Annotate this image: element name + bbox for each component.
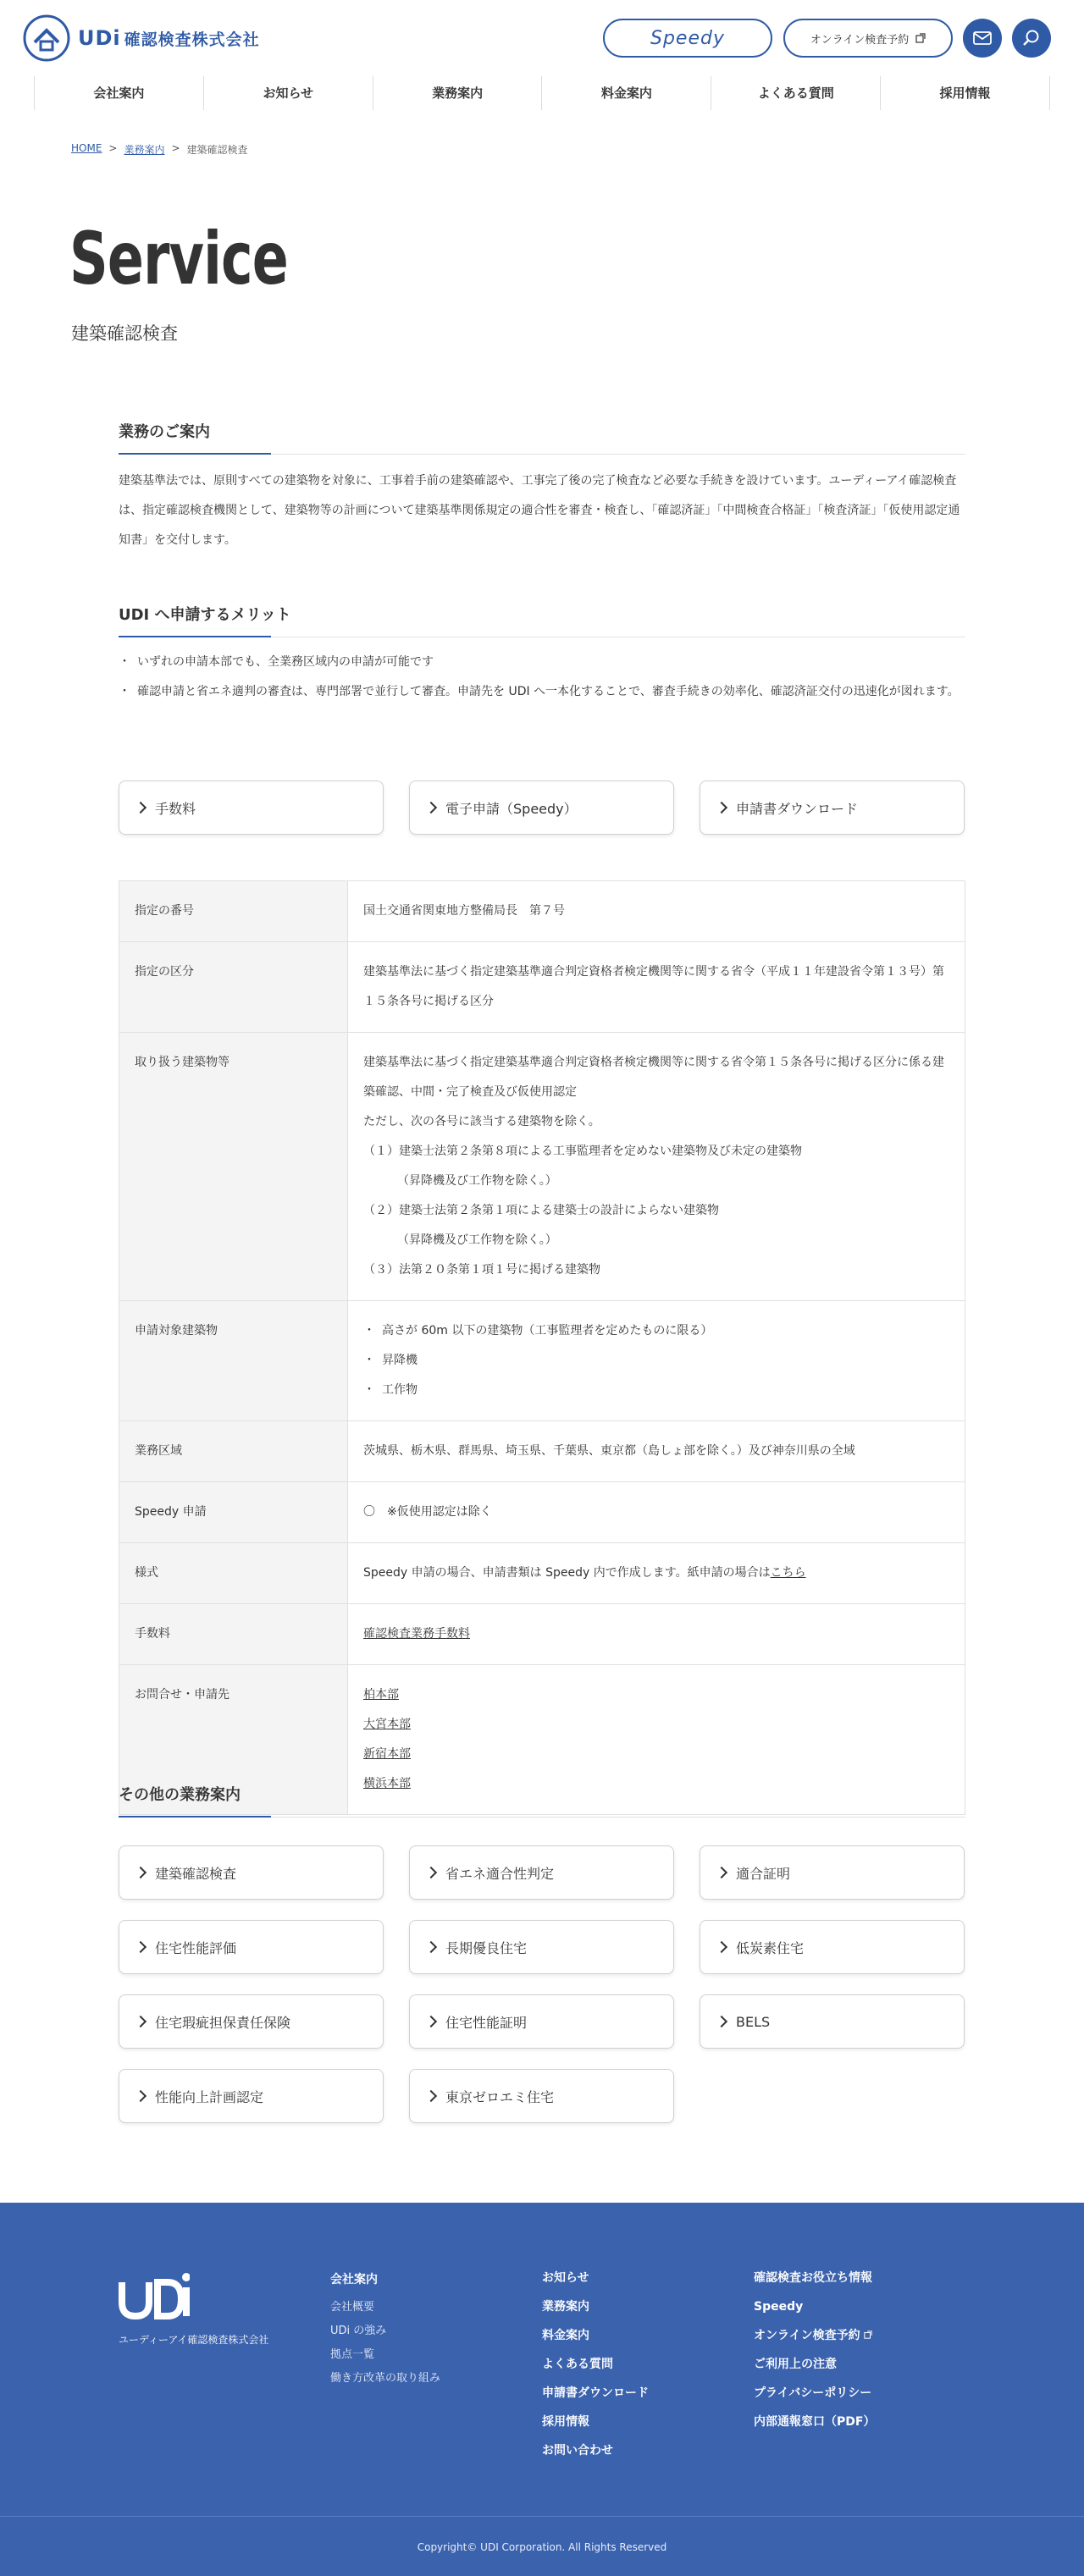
other-service-label: 適合証明	[736, 1865, 791, 1882]
other-service-button[interactable]	[700, 1994, 965, 2049]
table-header-cell: 手数料	[119, 1604, 348, 1665]
chevron-right-icon	[425, 1867, 437, 1878]
other-service-label: 東京ゼロエミ住宅	[445, 2088, 555, 2105]
chevron-right-icon	[425, 802, 437, 814]
office-link-yokohama[interactable]: 横浜本部	[363, 1777, 411, 1790]
fee-link[interactable]: 確認検査業務手数料	[363, 1627, 470, 1641]
page-subtitle: 建築確認検査	[71, 323, 178, 344]
list-item: ・ 高さが 60m 以下の建築物（工事監理者を定めたものに限る）	[363, 1316, 949, 1346]
other-service-label: 住宅瑕疵担保責任保険	[155, 2014, 291, 2031]
nav-item-company[interactable]: 会社案内	[34, 76, 203, 110]
cell-line: （昇降機及び工作物を除く。）	[397, 1233, 557, 1247]
footer-logo[interactable]	[119, 2270, 190, 2323]
footer-link[interactable]: よくある質問	[542, 2358, 613, 2371]
footer-column-info	[754, 2264, 875, 2436]
footer-link[interactable]: 働き方改革の取り組み	[330, 2372, 441, 2385]
footer-link[interactable]: プライバシーポリシー	[754, 2386, 872, 2400]
paper-form-link[interactable]: こちら	[770, 1566, 806, 1580]
table-row	[119, 1033, 965, 1301]
breadcrumb	[71, 142, 248, 157]
site-header	[0, 0, 1084, 76]
site-logo[interactable]	[22, 14, 260, 63]
nav-item-faq[interactable]: よくある質問	[711, 76, 880, 110]
external-link-icon	[864, 2331, 872, 2339]
footer-column-company	[330, 2270, 440, 2391]
info-table-wrap	[119, 880, 965, 1815]
chevron-right-icon	[716, 1867, 727, 1878]
footer-link[interactable]: 会社概要	[330, 2301, 375, 2314]
search-icon	[1022, 29, 1041, 47]
breadcrumb-separator: >	[171, 142, 180, 154]
breadcrumb-services[interactable]: 業務案内	[124, 144, 165, 156]
table-cell: 建築基準法に基づく指定建築基準適合判定資格者検定機関等に関する省令（平成１１年建設省令第１３号）第１５条各号に掲げる区分	[348, 942, 965, 1033]
other-service-label: 省エネ適合性判定	[445, 1865, 555, 1882]
footer-column-main	[542, 2264, 649, 2465]
footer-link[interactable]: 業務案内	[542, 2300, 589, 2314]
table-row	[119, 1543, 965, 1604]
speedy-label: Speedy	[650, 27, 725, 49]
footer-link[interactable]: UDi の強み	[330, 2325, 387, 2337]
nav-item-fees[interactable]: 料金案内	[541, 76, 711, 110]
table-row	[119, 881, 965, 942]
list-item: ・ 昇降機	[363, 1346, 949, 1376]
footer-link[interactable]: ご利用上の注意	[754, 2358, 837, 2371]
table-cell	[348, 1543, 965, 1604]
page-title: Service	[69, 217, 289, 301]
chevron-right-icon	[425, 2090, 437, 2102]
table-row	[119, 942, 965, 1033]
chevron-right-icon	[135, 2090, 147, 2102]
site-footer	[0, 2203, 1084, 2576]
footer-company-title[interactable]: 会社案内	[330, 2273, 378, 2286]
guide-section	[119, 420, 965, 555]
logo-udi: UDi	[78, 26, 121, 50]
other-service-button[interactable]	[409, 1920, 674, 1974]
footer-divider	[0, 2516, 1084, 2517]
other-services-grid	[119, 1845, 965, 2123]
footer-link[interactable]: Speedy	[754, 2300, 804, 2314]
mail-icon	[973, 31, 992, 45]
breadcrumb-separator: >	[108, 142, 118, 154]
online-inspection-label: オンライン検査予約	[810, 33, 910, 47]
service-links	[119, 781, 965, 835]
other-service-button[interactable]	[700, 1920, 965, 1974]
info-table	[119, 880, 965, 1815]
logo-name: 確認検査株式会社	[124, 30, 260, 49]
table-cell: 茨城県、栃木県、群馬県、埼玉県、千葉県、東京都（島しょ部を除く。）及び神奈川県の全域	[348, 1421, 965, 1482]
table-cell	[348, 1033, 965, 1301]
logo-mark-icon	[22, 14, 71, 63]
chevron-right-icon	[425, 2016, 437, 2027]
external-link-icon	[915, 33, 926, 43]
target-list	[363, 1316, 949, 1405]
office-link-omiya[interactable]: 大宮本部	[363, 1718, 411, 1731]
other-service-label: 性能向上計画認定	[155, 2088, 264, 2105]
chevron-right-icon	[135, 1941, 147, 1953]
footer-link[interactable]: 料金案内	[542, 2329, 589, 2342]
table-row	[119, 1301, 965, 1421]
guide-heading: 業務のご案内	[119, 420, 965, 455]
chevron-right-icon	[716, 2016, 727, 2027]
cell-line: （２）建築士法第２条第１項による建築士の設計によらない建築物	[363, 1204, 719, 1217]
office-link-kashiwa[interactable]: 柏本部	[363, 1688, 399, 1702]
other-service-button[interactable]	[119, 1994, 384, 2049]
other-service-label: 低炭素住宅	[736, 1939, 805, 1956]
other-service-button[interactable]	[700, 1845, 965, 1900]
footer-link[interactable]: お知らせ	[542, 2271, 589, 2285]
online-inspection-button[interactable]	[783, 19, 953, 58]
cell-line: （１）建築士法第２条第８項による工事監理者を定めない建築物及び未定の建築物	[363, 1145, 802, 1158]
table-row	[119, 1421, 965, 1482]
form-download-link-label: 申請書ダウンロード	[736, 800, 859, 817]
cell-line: 建築基準法に基づく指定建築基準適合判定資格者検定機関等に関する省令第１５条各号に掲げる区分に係る建築確認、中間・完了検査及び仮使用認定	[363, 1056, 944, 1099]
footer-link[interactable]: 内部通報窓口（PDF）	[754, 2415, 876, 2429]
other-service-label: 住宅性能評価	[155, 1939, 237, 1956]
table-cell	[348, 1604, 965, 1665]
mail-button[interactable]	[963, 19, 1002, 58]
fees-link-label: 手数料	[155, 800, 196, 817]
merit-section	[119, 603, 965, 707]
nav-item-news[interactable]: お知らせ	[203, 76, 373, 110]
breadcrumb-current: 建築確認検査	[186, 144, 248, 156]
other-service-button[interactable]	[409, 2069, 674, 2123]
merit-list	[119, 648, 965, 707]
other-service-label: 住宅性能証明	[445, 2014, 528, 2031]
e-application-link-label: 電子申請（Speedy）	[445, 800, 578, 817]
other-service-label: 建築確認検査	[155, 1865, 237, 1882]
chevron-right-icon	[135, 1867, 147, 1878]
fees-link-button[interactable]	[119, 781, 384, 835]
table-header-cell: お問合せ・申請先	[119, 1665, 348, 1815]
footer-link[interactable]: 確認検査お役立ち情報	[754, 2271, 872, 2285]
guide-text: 建築基準法では、原則すべての建築物を対象に、工事着手前の建築確認や、工事完了後の完了検査など必要な手続きを設けています。ユーディーアイ確認検査は、指定確認検査機関として、建築物等の計画について建築基準関係規定の適合性を審査・検査し、「確認済証」「中間検査合格証」「検査済証」「仮使用認定通知書」を交付します。	[119, 474, 960, 547]
footer-company-name: ユーディーアイ確認検査株式会社	[119, 2334, 269, 2346]
breadcrumb-home[interactable]: HOME	[71, 142, 102, 154]
other-services-section	[119, 1783, 965, 1818]
global-nav	[34, 76, 1050, 110]
list-item: ・ 工作物	[363, 1376, 949, 1405]
table-header-cell: 取り扱う建築物等	[119, 1033, 348, 1301]
other-services-heading: その他の業務案内	[119, 1783, 965, 1818]
other-service-label: BELS	[736, 2013, 771, 2030]
table-cell: 国土交通省関東地方整備局長 第７号	[348, 881, 965, 942]
list-item: ・ 確認申請と省エネ適判の審査は、専門部署で並行して審査。申請先を UDI へ一本化することで、審査手続きの効率化、確認済証交付の迅速化が図れます。	[119, 677, 965, 707]
table-row	[119, 1482, 965, 1543]
chevron-right-icon	[425, 1941, 437, 1953]
table-row	[119, 1604, 965, 1665]
table-header-cell: 申請対象建築物	[119, 1301, 348, 1421]
cell-line: （昇降機及び工作物を除く。）	[397, 1174, 557, 1188]
office-link-shinjuku[interactable]: 新宿本部	[363, 1747, 411, 1761]
cell-line: ただし、次の各号に該当する建築物を除く。	[363, 1115, 600, 1128]
footer-online-label: オンライン検査予約	[754, 2329, 860, 2342]
chevron-right-icon	[716, 802, 727, 814]
footer-link-online[interactable]	[754, 2321, 875, 2350]
other-service-button[interactable]	[409, 1994, 674, 2049]
list-item: ・ いずれの申請本部でも、全業務区域内の申請が可能です	[119, 648, 965, 677]
footer-link[interactable]: 拠点一覧	[330, 2348, 375, 2361]
other-service-button[interactable]	[119, 2069, 384, 2123]
other-service-button[interactable]	[119, 1920, 384, 1974]
chevron-right-icon	[135, 2016, 147, 2027]
table-cell	[348, 1301, 965, 1421]
footer-link[interactable]: 申請書ダウンロード	[542, 2386, 649, 2400]
e-application-link-button[interactable]	[409, 781, 674, 835]
nav-item-services[interactable]: 業務案内	[373, 76, 542, 110]
other-service-button[interactable]	[119, 1845, 384, 1900]
table-header-cell: 指定の区分	[119, 942, 348, 1033]
merit-heading: UDI へ申請するメリット	[119, 603, 965, 637]
chevron-right-icon	[135, 802, 147, 814]
footer-link[interactable]: 採用情報	[542, 2415, 589, 2429]
footer-link[interactable]: お問い合わせ	[542, 2444, 613, 2457]
speedy-button[interactable]	[603, 19, 772, 58]
table-header-cell: 様式	[119, 1543, 348, 1604]
form-download-link-button[interactable]	[700, 781, 965, 835]
nav-item-recruit[interactable]: 採用情報	[880, 76, 1050, 110]
table-header-cell: 指定の番号	[119, 881, 348, 942]
chevron-right-icon	[716, 1941, 727, 1953]
table-cell: 〇 ※仮使用認定は除く	[348, 1482, 965, 1543]
other-service-label: 長期優良住宅	[445, 1939, 528, 1956]
copyright: Copyright© UDI Corporation. All Rights Reserved	[417, 2541, 667, 2553]
table-header-cell: 業務区域	[119, 1421, 348, 1482]
other-service-button[interactable]	[409, 1845, 674, 1900]
table-header-cell: Speedy 申請	[119, 1482, 348, 1543]
search-button[interactable]	[1012, 19, 1051, 58]
form-text: Speedy 申請の場合、申請書類は Speedy 内で作成します。紙申請の場合は	[363, 1566, 771, 1580]
cell-line: （３）法第２０条第１項１号に掲げる建築物	[363, 1263, 600, 1277]
